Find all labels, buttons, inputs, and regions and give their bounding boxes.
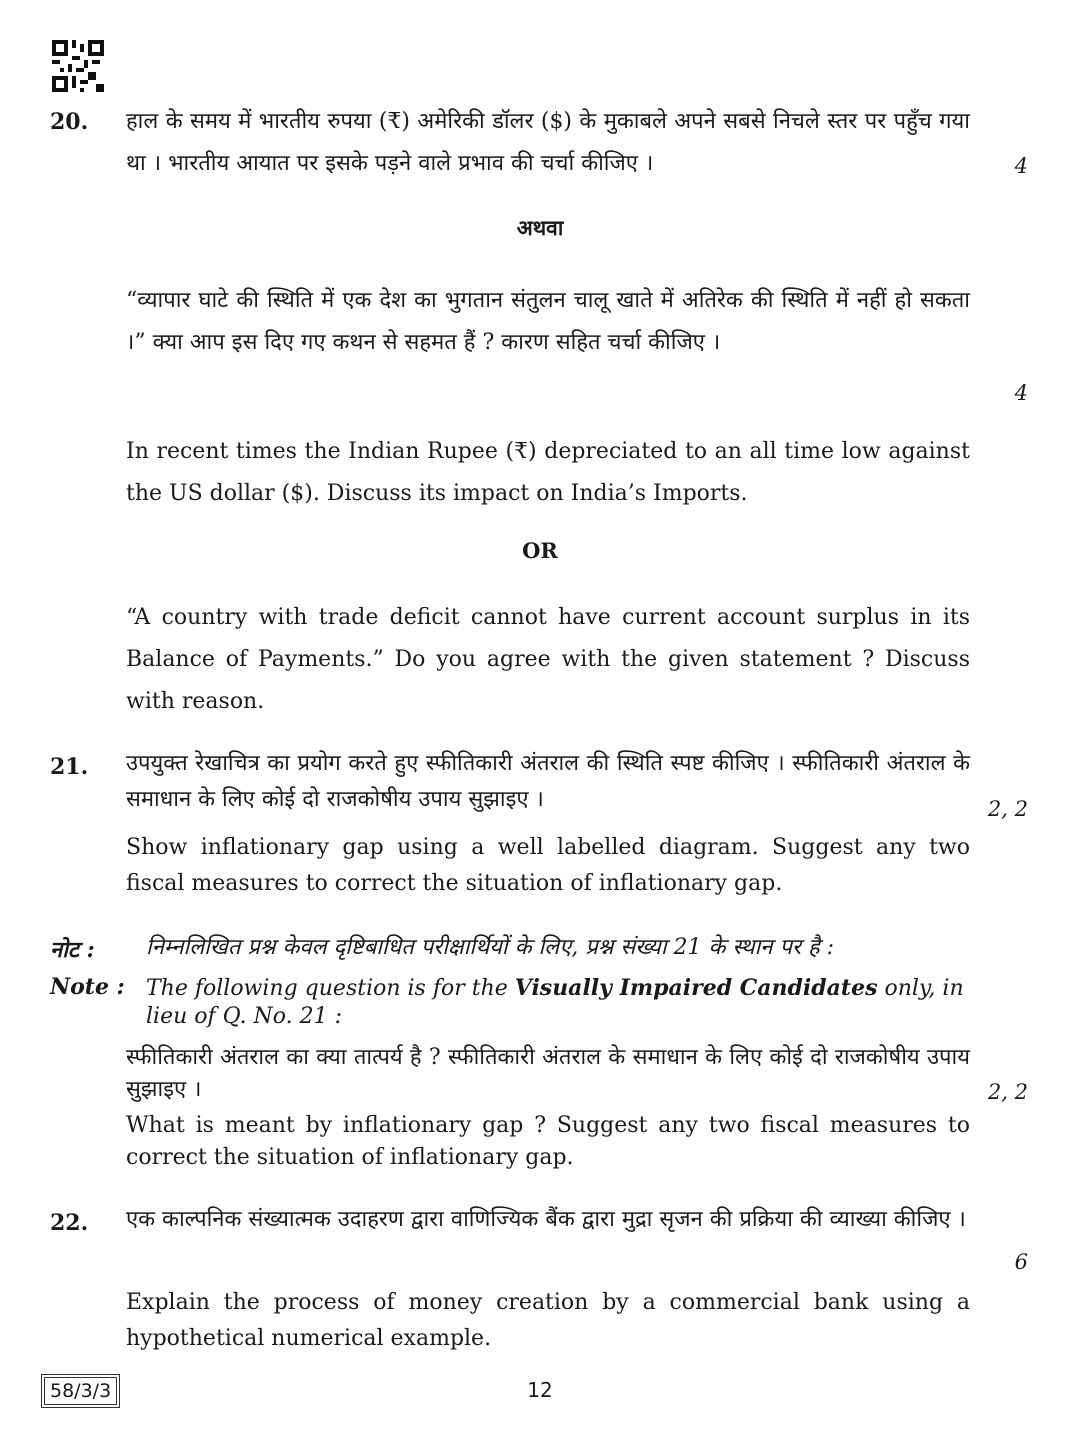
note-label-hindi: नोट : [50, 937, 95, 963]
page-number: 12 [527, 1378, 553, 1402]
marks: 4 [1014, 154, 1028, 178]
question-alt-text-hindi: “व्यापार घाटे की स्थिति में एक देश का भुगतान संतुलन चालू खाते में अतिरेक की स्थिति में नहीं हो सकता ।” क्या आप इस दिए गए कथन से सहमत हैं ? कारण सहित चर्चा कीजिए । [126, 288, 970, 355]
note-text-english: The following question is for the Visually Impaired Candidates only, in lieu of Q. No. 21 : [146, 975, 964, 1029]
question-alt-text-english: “A country with trade deficit cannot have current account surplus in its Balance of Payments.” Do you agree with the given statement ? Discuss with reason. [126, 605, 970, 714]
question-text-english: Show inflationary gap using a well labelled diagram. Suggest any two fiscal measures to correct the situation of inflationary gap. [126, 835, 970, 896]
paper-code: 58/3/3 [44, 1377, 117, 1405]
question-text-hindi: स्फीतिकारी अंतराल का क्या तात्पर्य है ? स्फीतिकारी अंतराल के समाधान के लिए कोई दो राजकोषीय उपाय सुझाइए । [126, 1045, 970, 1102]
question-text-hindi: उपयुक्त रेखाचित्र का प्रयोग करते हुए स्फीतिकारी अंतराल की स्थिति स्पष्ट कीजिए । स्फीतिकारी अंतराल के समाधान के लिए कोई दो राजकोषीय उपाय सुझाइए । [126, 751, 970, 812]
question-text-english: Explain the process of money creation by a commercial bank using a hypothetical numerical example. [126, 1290, 970, 1351]
question-text-hindi: हाल के समय में भारतीय रुपया (₹) अमेरिकी डॉलर ($) के मुकाबले अपने सबसे निचले स्तर पर पहुँच गया था । भारतीय आयात पर इसके पड़ने वाले प्रभाव की चर्चा कीजिए । [126, 109, 970, 176]
note-text-hindi: निम्नलिखित प्रश्न केवल दृष्टिबाधित परीक्षार्थियों के लिए, प्रश्न संख्या 21 के स्थान पर है : [146, 935, 835, 960]
or-divider-english: OR [522, 538, 558, 563]
or-divider-hindi: अथवा [516, 215, 564, 240]
question-text-english: In recent times the Indian Rupee (₹) depreciated to an all time low against the US dollar ($). Discuss its impact on India’s Imports. [126, 439, 970, 506]
marks: 2, 2 [987, 797, 1028, 821]
note-emphasis: Visually Impaired Candidates [514, 975, 878, 1001]
question-text-hindi: एक काल्पनिक संख्यात्मक उदाहरण द्वारा वाणिज्यिक बैंक द्वारा मुद्रा सृजन की प्रक्रिया की व्याख्या कीजिए । [126, 1207, 966, 1232]
question-number: 22. [50, 1210, 89, 1236]
note-label-english: Note : [50, 974, 125, 1000]
question-text-english: What is meant by inflationary gap ? Suggest any two fiscal measures to correct the situation of inflationary gap. [126, 1113, 970, 1170]
qr-code-icon [52, 40, 104, 92]
question-number: 20. [50, 109, 89, 135]
marks: 2, 2 [987, 1080, 1028, 1104]
marks: 4 [1014, 381, 1028, 405]
marks: 6 [1014, 1250, 1028, 1274]
question-number: 21. [50, 754, 89, 780]
